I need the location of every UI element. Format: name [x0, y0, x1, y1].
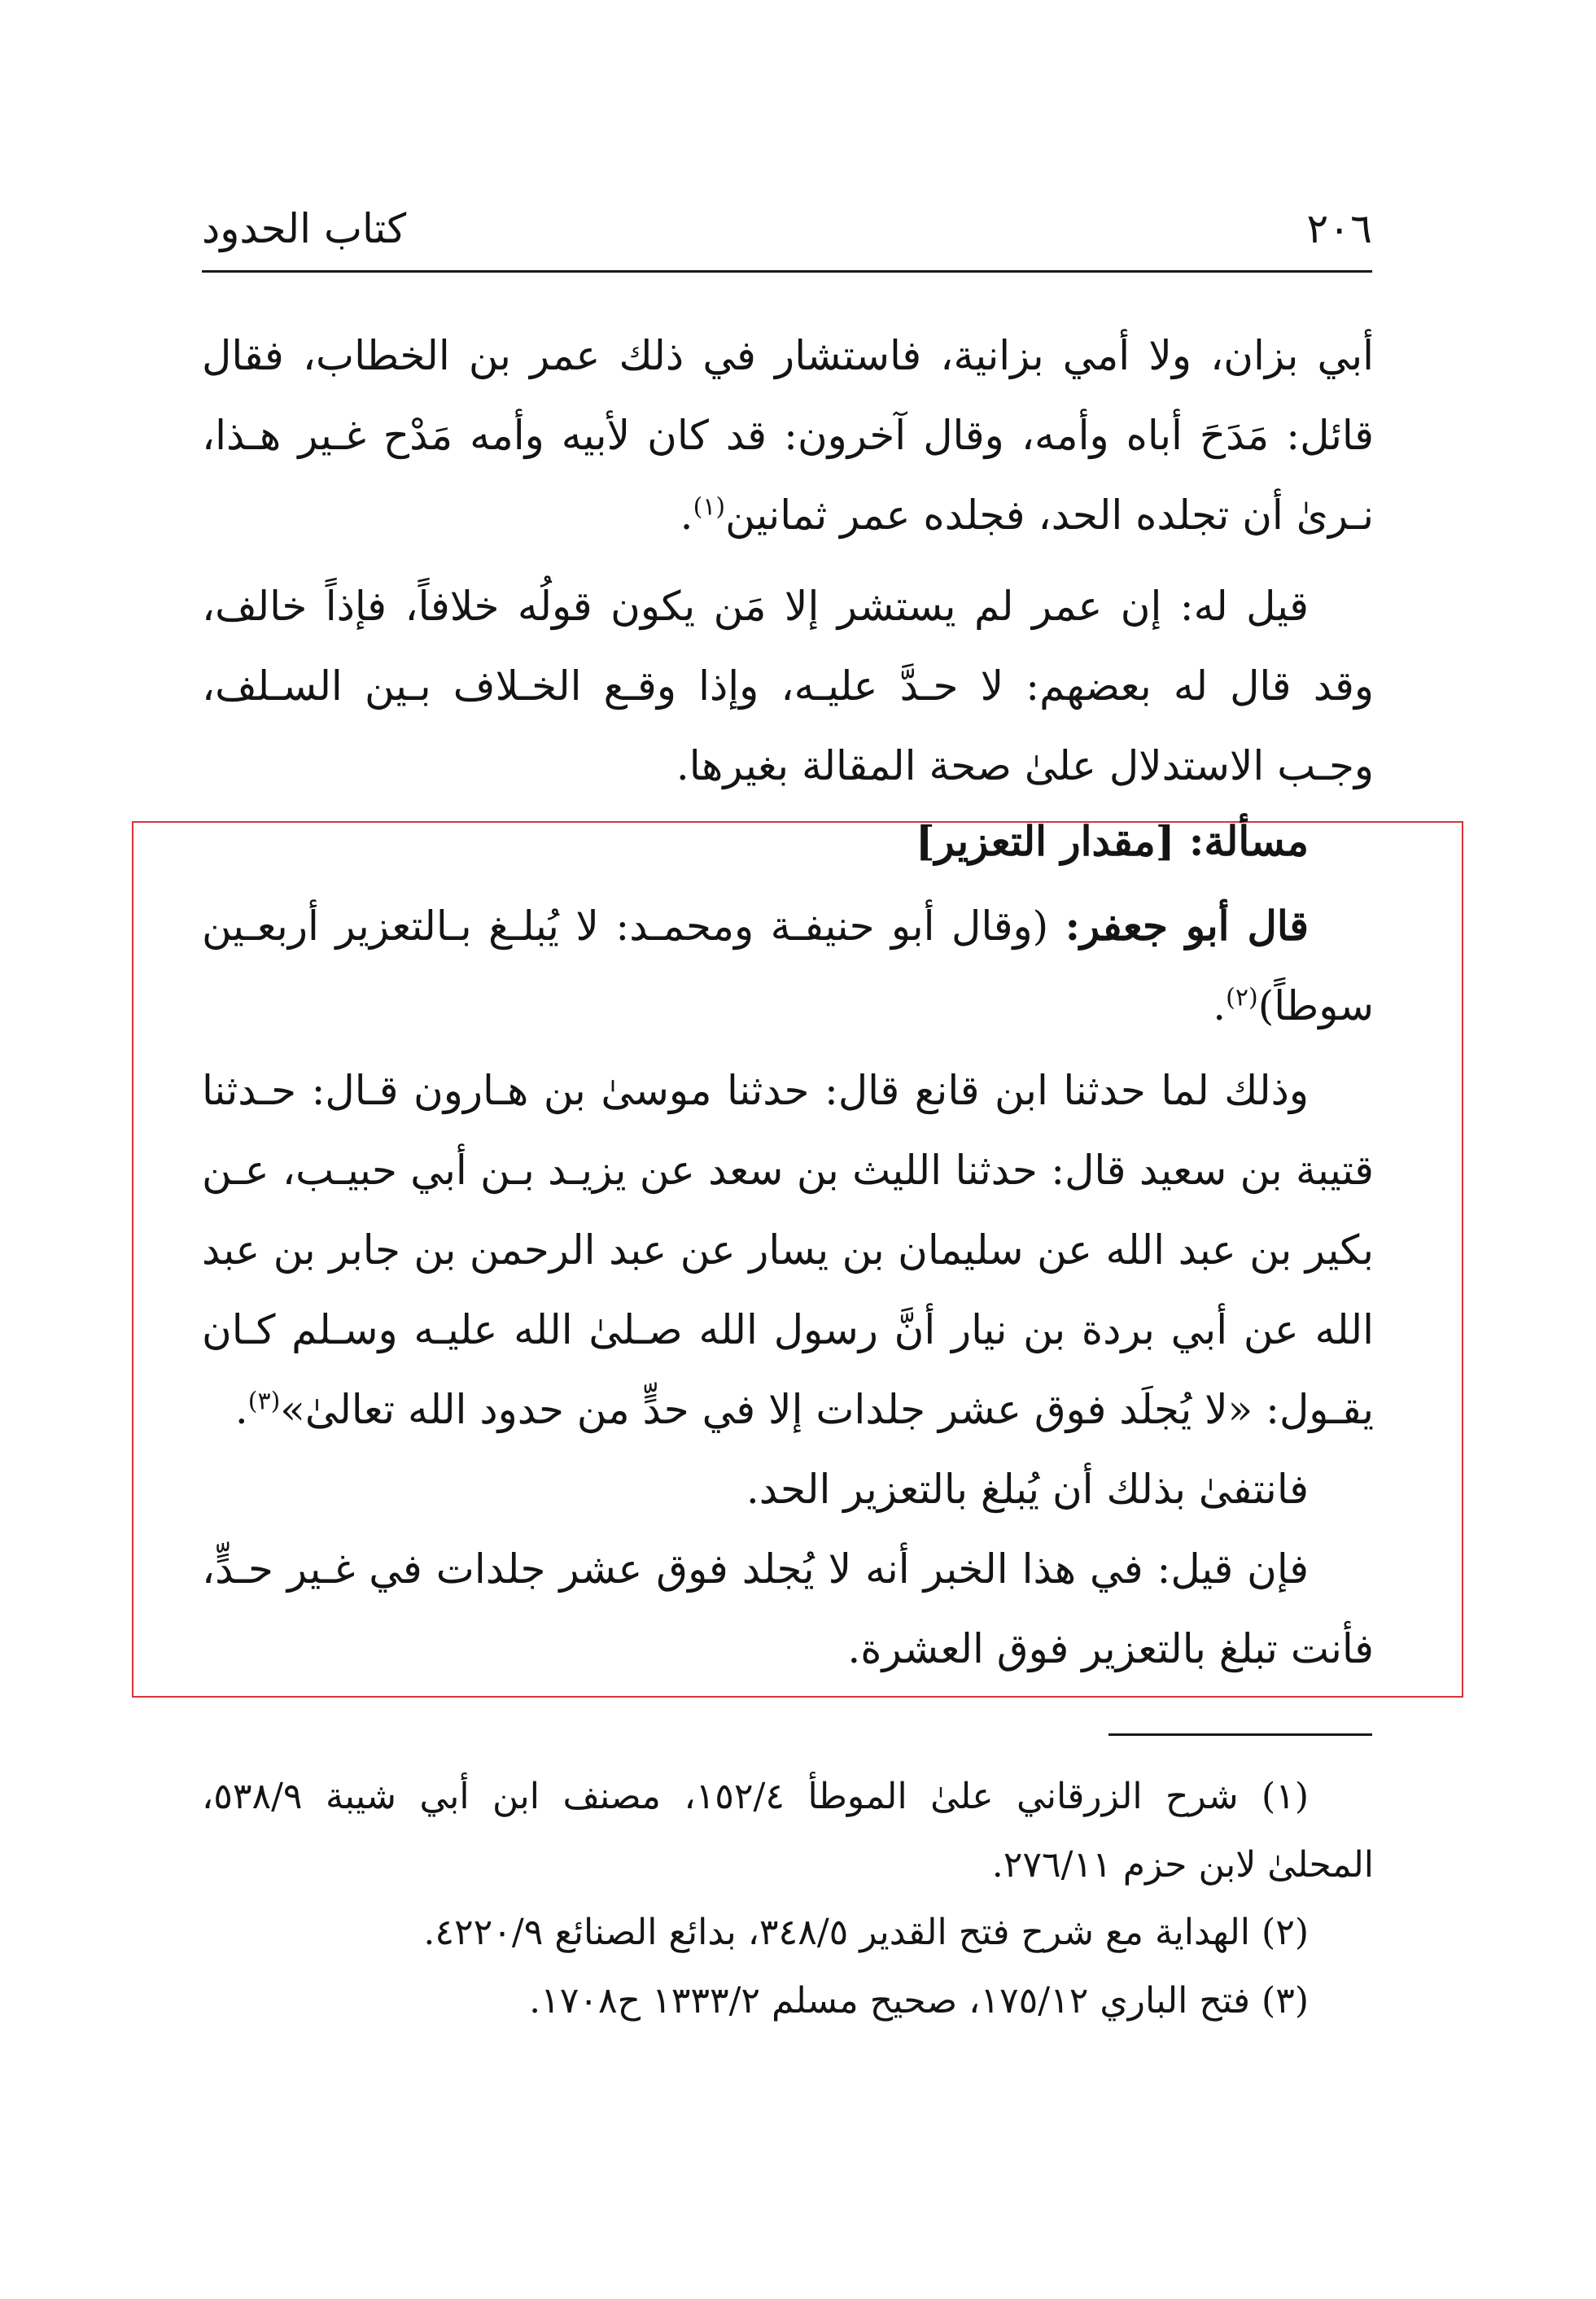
- header-rule: [202, 270, 1372, 273]
- page-header: [202, 202, 1372, 267]
- paragraph: قيل له: إن عمر لم يستشر إلا مَن يكون قولُه خلافاً، فإذاً خالف، وقد قال له بعضهم: لا حـدَّ عليـه، وإذا وقـع الخـلاف بـين السـلف، وجـب الاستدلال علىٰ صحة المقالة بغيرها.: [202, 583, 1374, 789]
- footnote: (٢) الهداية مع شرح فتح القدير ٣٤٨/٥، بدائع الصنائع ٤٢٢٠/٩.: [423, 1912, 1309, 1954]
- intro-text: [202, 316, 1374, 806]
- footnote-ref: (٣): [247, 1387, 281, 1416]
- running-title: كتاب الحدود: [202, 205, 407, 252]
- footnote-ref: (١): [693, 492, 726, 522]
- paragraph: فإن قيل: في هذا الخبر أنه لا يُجلد فوق عشر جلدات في غـير حـدٍّ، فأنت تبلغ بالتعزير فوق العشرة.: [202, 1545, 1374, 1672]
- footnote-ref: (٢): [1226, 983, 1258, 1012]
- section-heading: مسألة: [مقدار التعزير]: [915, 817, 1309, 865]
- paragraph: قال أبو جعفر: (وقال أبو حنيفـة ومحمـد: لا يُبلـغ بـالتعزير أربعـين سوطاً)$^{(٢)}$.: [202, 902, 1374, 1029]
- footnotes: [202, 1763, 1374, 2035]
- footnote-rule: [1108, 1733, 1372, 1736]
- section-text: [202, 802, 1374, 1689]
- paragraph: وذلك لما حدثنا ابن قانع قال: حدثنا موسىٰ بن هـارون قـال: حـدثنا قتيبة بن سعيد قال: حدثنا الليث بن سعد عن يزيـد بـن أبي حبيـب، عـن بكير بن عبد الله عن سليمان بن يسار عن عبد الرحمن بن جابر بن عبد الله عن أبي بردة بن نيار أنَّ رسول الله صـلىٰ الله عليـه وسـلم كـان يقـول: «لا يُجلَد فوق عشر جلدات إلا في حدٍّ من حدود الله تعالىٰ»$^{(٣)}$.: [202, 1067, 1374, 1433]
- paragraph: فانتفىٰ بذلك أن يُبلغ بالتعزير الحد.: [746, 1466, 1309, 1513]
- footnote: (١) شرح الزرقاني علىٰ الموطأ ١٥٢/٤، مصنف ابن أبي شيبة ٥٣٨/٩، المحلىٰ لابن حزم ٢٧٦/١١.: [202, 1776, 1374, 1886]
- footnote: (٣) فتح الباري ١٧٥/١٢، صحيح مسلم ١٣٣٣/٢ ح١٧٠٨.: [529, 1979, 1309, 2021]
- speaker-label: قال أبو جعفر:: [1065, 902, 1309, 950]
- paragraph: أبي بزان، ولا أمي بزانية، فاستشار في ذلك عمر بن الخطاب، فقال قائل: مَدَحَ أباه وأمه، وقال آخرون: قد كان لأبيه وأمه مَدْح غـير هـذا، نـرىٰ أن تجلده الحد، فجلده عمر ثمانين$^{(١)}$.: [202, 332, 1375, 539]
- page-number: ٢٠٦: [1306, 205, 1372, 252]
